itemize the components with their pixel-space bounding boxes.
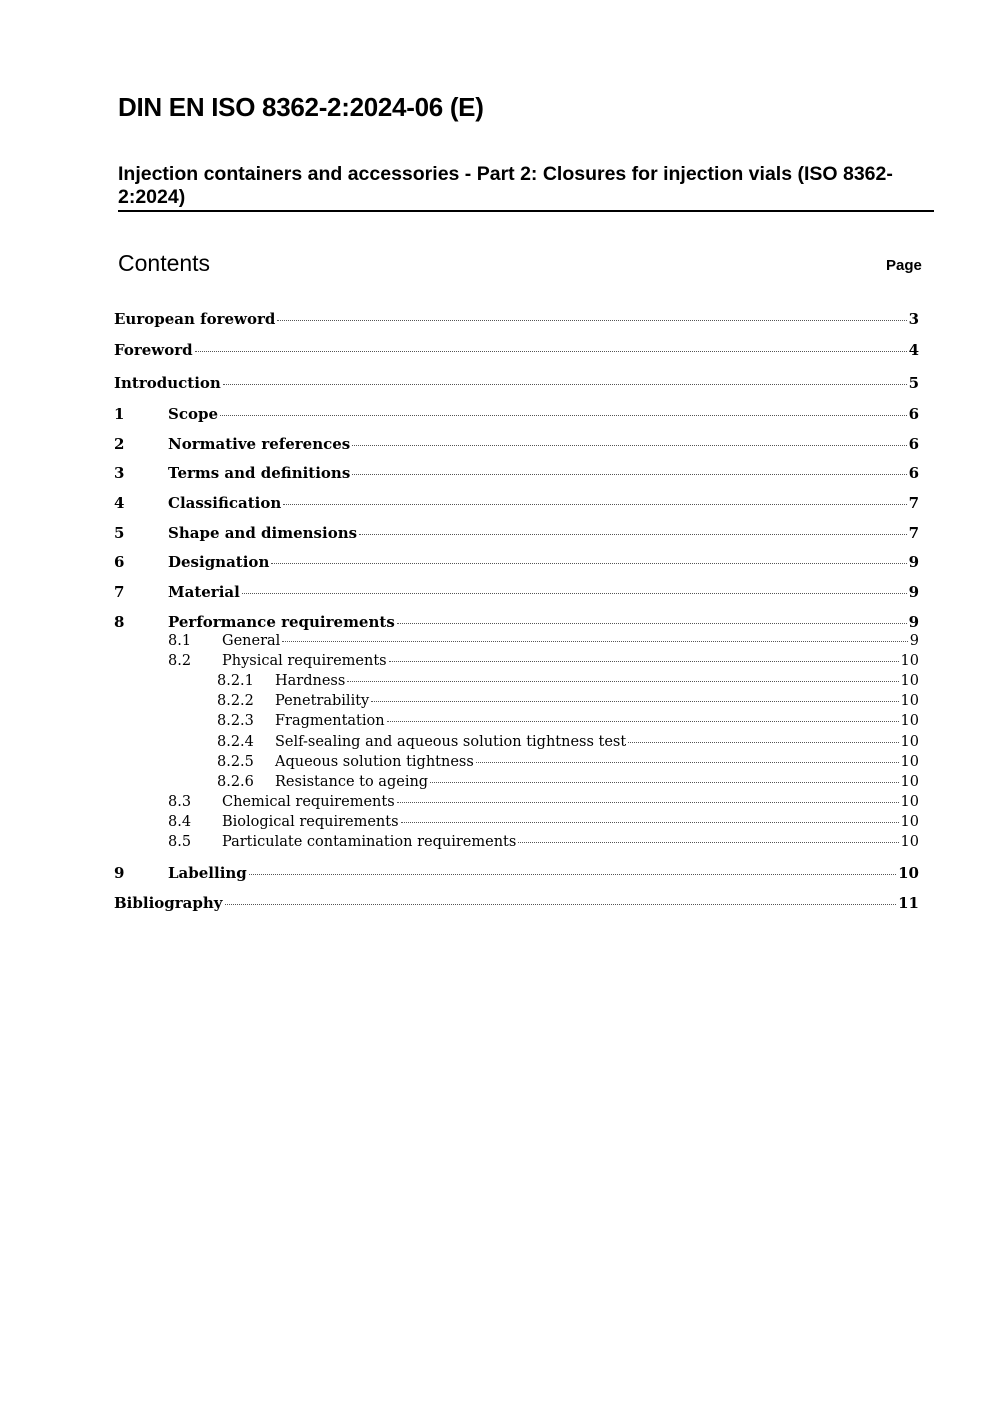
dot-leader	[220, 415, 907, 416]
toc-entry-label: Classification	[168, 494, 282, 512]
dot-leader	[223, 384, 907, 385]
toc-entry-number: 4	[114, 494, 125, 512]
toc-entry-number: 8.2	[168, 653, 192, 669]
toc-entry-label: Biological requirements	[222, 814, 399, 830]
dot-leader	[628, 742, 898, 743]
toc-entry-page: 9	[909, 633, 919, 649]
toc-entry-number: 8.1	[168, 633, 192, 649]
toc-entry-label: Designation	[168, 553, 270, 571]
title-divider	[118, 210, 934, 212]
toc-entry-biological-requirements[interactable]	[168, 814, 919, 834]
dot-leader	[283, 504, 906, 505]
toc-entry-number: 3	[114, 464, 125, 482]
toc-entry-page: 10	[900, 713, 919, 729]
toc-entry-number: 7	[114, 583, 125, 601]
toc-entry-physical-requirements[interactable]	[168, 653, 919, 673]
toc-entry-fragmentation[interactable]	[217, 713, 919, 733]
toc-entry-shape-and-dimensions[interactable]	[114, 524, 919, 544]
toc-entry-number: 8.2.1	[217, 673, 254, 689]
toc-entry-page: 10	[898, 864, 919, 882]
dot-leader	[518, 842, 898, 843]
toc-entry-page: 7	[908, 494, 919, 512]
dot-leader	[225, 904, 897, 905]
toc-entry-label: Bibliography	[114, 894, 223, 912]
toc-entry-number: 8.2.2	[217, 693, 254, 709]
toc-entry-self-sealing[interactable]	[217, 734, 919, 754]
toc-entry-label: Penetrability	[275, 693, 370, 709]
toc-entry-label: Material	[168, 583, 240, 601]
toc-entry-page: 9	[908, 553, 919, 571]
toc-entry-page: 10	[900, 673, 919, 689]
dot-leader	[401, 822, 899, 823]
toc-entry-number: 5	[114, 524, 125, 542]
dot-leader	[195, 351, 907, 352]
toc-entry-label: Labelling	[168, 864, 247, 882]
dot-leader	[282, 641, 907, 642]
toc-entry-introduction[interactable]	[114, 374, 919, 394]
dot-leader	[387, 721, 899, 722]
toc-entry-label: Aqueous solution tightness	[275, 754, 474, 770]
toc-entry-labelling[interactable]	[114, 864, 919, 884]
dot-leader	[242, 593, 907, 594]
toc-entry-page: 10	[900, 774, 919, 790]
toc-entry-label: Chemical requirements	[222, 794, 395, 810]
toc-entry-label: Particulate contamination requirements	[222, 834, 517, 850]
toc-entry-foreword[interactable]	[114, 341, 919, 361]
toc-entry-number: 1	[114, 405, 125, 423]
toc-entry-page: 6	[908, 405, 919, 423]
dot-leader	[397, 623, 907, 624]
toc-entry-label: General	[222, 633, 281, 649]
toc-entry-page: 5	[908, 374, 919, 392]
toc-entry-number: 8.2.5	[217, 754, 254, 770]
toc-entry-page: 6	[908, 435, 919, 453]
toc-entry-page: 10	[900, 754, 919, 770]
toc-entry-general[interactable]	[168, 633, 919, 653]
toc-entry-aqueous-solution-tightness[interactable]	[217, 754, 919, 774]
document-title: Injection containers and accessories - Part 2: Closures for injection vials (ISO 8362-2:2024)	[118, 163, 893, 208]
toc-entry-page: 10	[900, 653, 919, 669]
dot-leader	[359, 534, 907, 535]
toc-entry-scope[interactable]	[114, 405, 919, 425]
dot-leader	[397, 802, 899, 803]
dot-leader	[371, 701, 898, 702]
toc-entry-designation[interactable]	[114, 553, 919, 573]
toc-entry-number: 9	[114, 864, 125, 882]
toc-entry-number: 8.4	[168, 814, 192, 830]
toc-entry-resistance-to-ageing[interactable]	[217, 774, 919, 794]
toc-entry-page: 10	[900, 834, 919, 850]
toc-entry-page: 3	[908, 310, 919, 328]
toc-entry-performance-requirements[interactable]	[114, 613, 919, 633]
dot-leader	[277, 320, 906, 321]
dot-leader	[389, 661, 899, 662]
toc-entry-bibliography[interactable]	[114, 894, 919, 914]
toc-entry-label: Scope	[168, 405, 219, 423]
toc-entry-label: Normative references	[168, 435, 351, 453]
toc-entry-page: 10	[900, 693, 919, 709]
toc-entry-number: 2	[114, 435, 125, 453]
toc-entry-material[interactable]	[114, 583, 919, 603]
toc-entry-label: Self-sealing and aqueous solution tightness test	[275, 734, 627, 750]
toc-entry-page: 9	[908, 613, 919, 631]
toc-entry-number: 8	[114, 613, 125, 631]
dot-leader	[249, 874, 896, 875]
toc-entry-number: 6	[114, 553, 125, 571]
toc-entry-label: Physical requirements	[222, 653, 387, 669]
toc-entry-page: 10	[900, 794, 919, 810]
toc-entry-label: Shape and dimensions	[168, 524, 358, 542]
toc-entry-penetrability[interactable]	[217, 693, 919, 713]
toc-entry-label: Introduction	[114, 374, 221, 392]
toc-entry-label: European foreword	[114, 310, 276, 328]
toc-entry-number: 8.2.4	[217, 734, 254, 750]
toc-entry-label: Hardness	[275, 673, 346, 689]
toc-entry-label: Terms and definitions	[168, 464, 351, 482]
toc-entry-terms-and-definitions[interactable]	[114, 464, 919, 484]
dot-leader	[352, 474, 906, 475]
toc-entry-page: 6	[908, 464, 919, 482]
toc-entry-number: 8.3	[168, 794, 192, 810]
toc-entry-hardness[interactable]	[217, 673, 919, 693]
toc-entry-number: 8.5	[168, 834, 192, 850]
toc-entry-page: 10	[900, 814, 919, 830]
toc-entry-page: 7	[908, 524, 919, 542]
toc-entry-label: Foreword	[114, 341, 193, 359]
dot-leader	[476, 762, 899, 763]
document-id: DIN EN ISO 8362-2:2024-06 (E)	[118, 92, 484, 122]
toc-entry-number: 8.2.3	[217, 713, 254, 729]
toc-entry-european-foreword[interactable]	[114, 310, 919, 330]
toc-entry-normative-references[interactable]	[114, 435, 919, 455]
dot-leader	[430, 782, 898, 783]
toc-entry-classification[interactable]	[114, 494, 919, 514]
toc-entry-label: Performance requirements	[168, 613, 395, 631]
dot-leader	[352, 445, 906, 446]
toc-entry-label: Fragmentation	[275, 713, 385, 729]
toc-entry-particulate-contamination[interactable]	[168, 834, 919, 854]
toc-entry-page: 4	[908, 341, 919, 359]
dot-leader	[271, 563, 906, 564]
toc-entry-label: Resistance to ageing	[275, 774, 429, 790]
toc-entry-page: 10	[900, 734, 919, 750]
dot-leader	[347, 681, 898, 682]
toc-entry-chemical-requirements[interactable]	[168, 794, 919, 814]
contents-heading: Contents	[118, 250, 211, 276]
page-column-heading: Page	[886, 257, 922, 274]
toc-entry-page: 9	[908, 583, 919, 601]
toc-entry-page: 11	[898, 894, 919, 912]
toc-entry-number: 8.2.6	[217, 774, 254, 790]
